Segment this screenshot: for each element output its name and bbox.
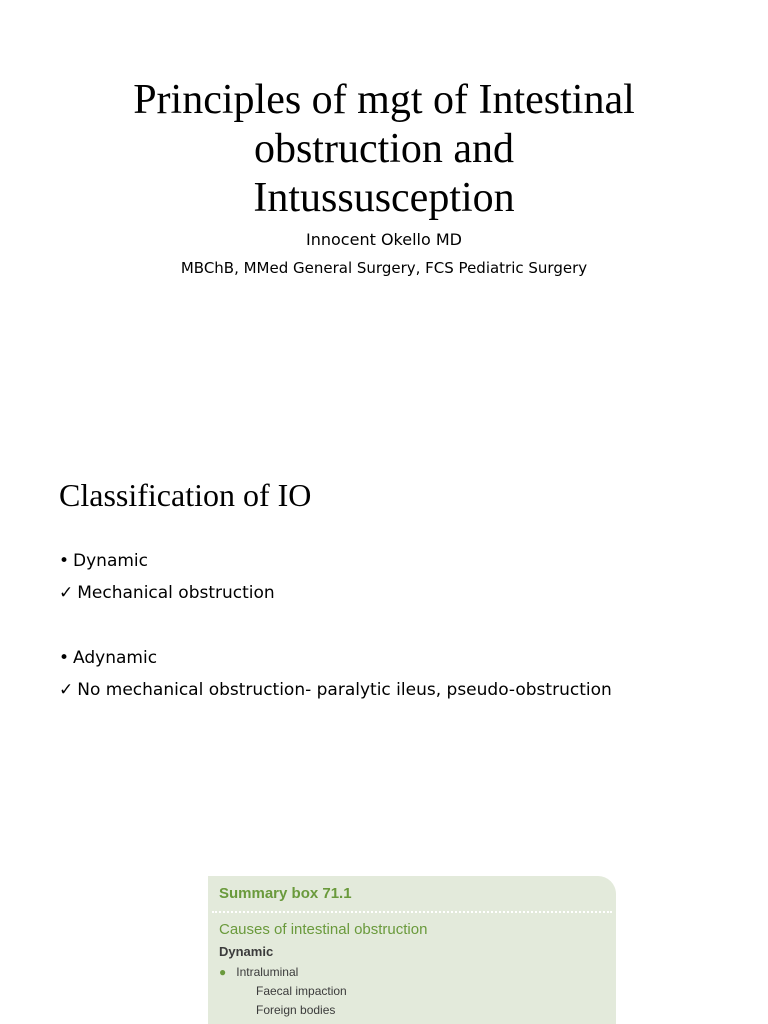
author-degrees: MBChB, MMed General Surgery, FCS Pediatric Surgery <box>180 259 588 277</box>
summary-box-subitem: Faecal impaction <box>256 984 347 998</box>
summary-box-subitem: Foreign bodies <box>256 1003 336 1017</box>
checkmark-icon: ✓ <box>59 680 74 700</box>
summary-box-subheading: Causes of intestinal obstruction <box>219 921 428 938</box>
bullet-marker: • <box>59 551 70 571</box>
title-slide <box>0 0 768 430</box>
bullet-marker: • <box>59 648 70 668</box>
summary-box <box>208 876 616 1024</box>
classification-slide <box>0 430 768 860</box>
bullet-text: Intraluminal <box>236 965 299 979</box>
list-item-dynamic <box>59 551 148 571</box>
slide-title <box>60 76 708 223</box>
title-line-3: Intussusception <box>253 175 515 221</box>
summary-box-category: Dynamic <box>219 944 274 959</box>
checkmark-icon: ✓ <box>59 583 74 603</box>
list-item-adynamic <box>59 648 157 668</box>
list-item-text: Dynamic <box>73 551 149 571</box>
bullet-dot-icon: ● <box>219 965 227 979</box>
list-item-text: Mechanical obstruction <box>77 583 275 603</box>
list-item-mechanical <box>59 583 275 603</box>
title-line-1: Principles of mgt of Intestinal <box>133 77 635 123</box>
author-name: Innocent Okello MD <box>306 230 462 249</box>
title-line-2: obstruction and <box>253 126 515 172</box>
dotted-divider <box>212 911 612 913</box>
summary-box-heading: Summary box 71.1 <box>219 885 352 902</box>
classification-title: Classification of IO <box>59 477 312 513</box>
summary-box-bullet <box>219 965 298 979</box>
list-item-no-mechanical <box>59 680 612 700</box>
list-item-text: Adynamic <box>73 648 158 668</box>
list-item-text: No mechanical obstruction- paralytic ileus, pseudo-obstruction <box>77 680 612 700</box>
